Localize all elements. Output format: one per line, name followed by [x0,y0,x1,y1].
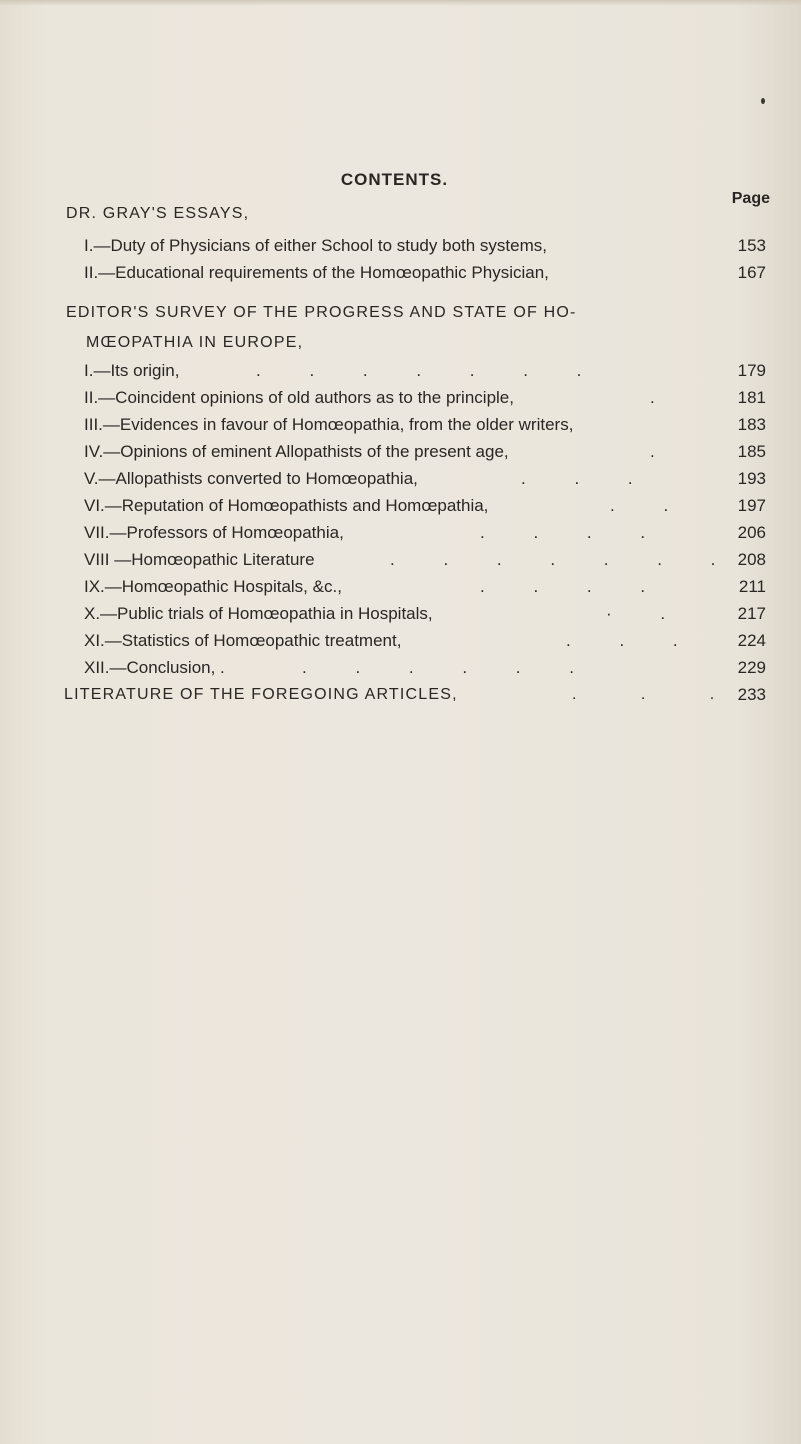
contents-title: CONTENTS. [340,170,449,189]
toc-entry[interactable] [66,575,766,599]
toc-entry-label: II.—Coincident opinions of old authors as to the principle, [84,388,514,407]
leader-dots: . . . . . . . [256,361,604,380]
toc-entry-label: X.—Public trials of Homœopathia in Hospitals, [84,604,433,623]
leader-dots: . . . . [480,577,668,596]
toc-entry-label: VIII —Homœopathic Literature [84,550,315,569]
literature-page: 233 [737,685,766,704]
toc-entry[interactable] [66,261,766,285]
toc-entry-page: 217 [737,604,766,623]
toc-entry-page: 229 [737,658,766,677]
toc-entry[interactable] [66,521,766,545]
toc-entry[interactable] [66,548,766,572]
toc-entry[interactable] [66,386,766,410]
toc-entry-page: 167 [737,263,766,282]
toc-entry-page: 153 [737,236,766,255]
toc-entry-label: VII.—Professors of Homœopathia, [84,523,344,542]
toc-entry-page: 179 [737,361,766,380]
toc-entry[interactable] [66,494,766,518]
toc-entry-label: IX.—Homœopathic Hospitals, &c., [84,577,342,596]
ink-speck [761,98,765,104]
toc-entry-label: I.—Its origin, [84,361,180,380]
page-column-label: Page [731,190,770,207]
toc-entry-page: 185 [737,442,766,461]
toc-entry-literature[interactable] [64,683,766,707]
section-heading-gray-essays: DR. GRAY'S ESSAYS, [66,205,250,222]
leader-dots: . . . . . . . [390,550,738,569]
toc-entry[interactable] [66,602,766,626]
leader-dots: . . . [521,469,655,488]
toc-entry[interactable] [66,629,766,653]
toc-entry[interactable] [66,234,766,258]
toc-entry-page: 206 [737,523,766,542]
toc-entry[interactable] [66,656,766,680]
toc-entry[interactable] [66,440,766,464]
toc-entry-page: 183 [737,415,766,434]
leader-dots: . . . . [480,523,668,542]
page-top-edge [0,0,801,6]
section-heading-editors-survey: EDITOR'S SURVEY OF THE PROGRESS AND STATE OF HO- [66,304,577,321]
leader-dots: . [650,388,677,407]
leader-dots: . . . . . . [302,658,596,677]
leader-dots: . . [610,496,691,515]
toc-entry-label: II.—Educational requirements of the Homœopathic Physician, [84,263,549,282]
toc-entry-page: 193 [737,469,766,488]
toc-entry-page: 208 [737,550,766,569]
literature-label: LITERATURE OF THE FOREGOING ARTICLES, [64,686,458,703]
toc-entry-page: 181 [737,388,766,407]
toc-entry-label: VI.—Reputation of Homœopathists and Homœpathia, [84,496,489,515]
toc-entry[interactable] [66,413,766,437]
toc-entry-label: XI.—Statistics of Homœopathic treatment, [84,631,402,650]
toc-entry-label: I.—Duty of Physicians of either School to study both systems, [84,236,547,255]
leader-dots: . . . [566,631,700,650]
leader-dots: · . [606,604,688,623]
toc-entry[interactable] [66,359,766,383]
toc-entry-page: 224 [737,631,766,650]
toc-entry-label: IV.—Opinions of eminent Allopathists of the present age, [84,442,509,461]
toc-entry-page: 197 [737,496,766,515]
section-heading-continuation: MŒOPATHIA IN EUROPE, [86,334,304,351]
leader-dots: . . . [572,686,745,703]
toc-entry-page: 211 [738,577,766,596]
toc-entry[interactable] [66,467,766,491]
toc-entry-label: V.—Allopathists converted to Homœopathia, [84,469,418,488]
toc-entry-label: XII.—Conclusion, . [84,658,225,677]
toc-entry-label: III.—Evidences in favour of Homœopathia, from the older writers, [84,415,574,434]
leader-dots: . [650,442,677,461]
